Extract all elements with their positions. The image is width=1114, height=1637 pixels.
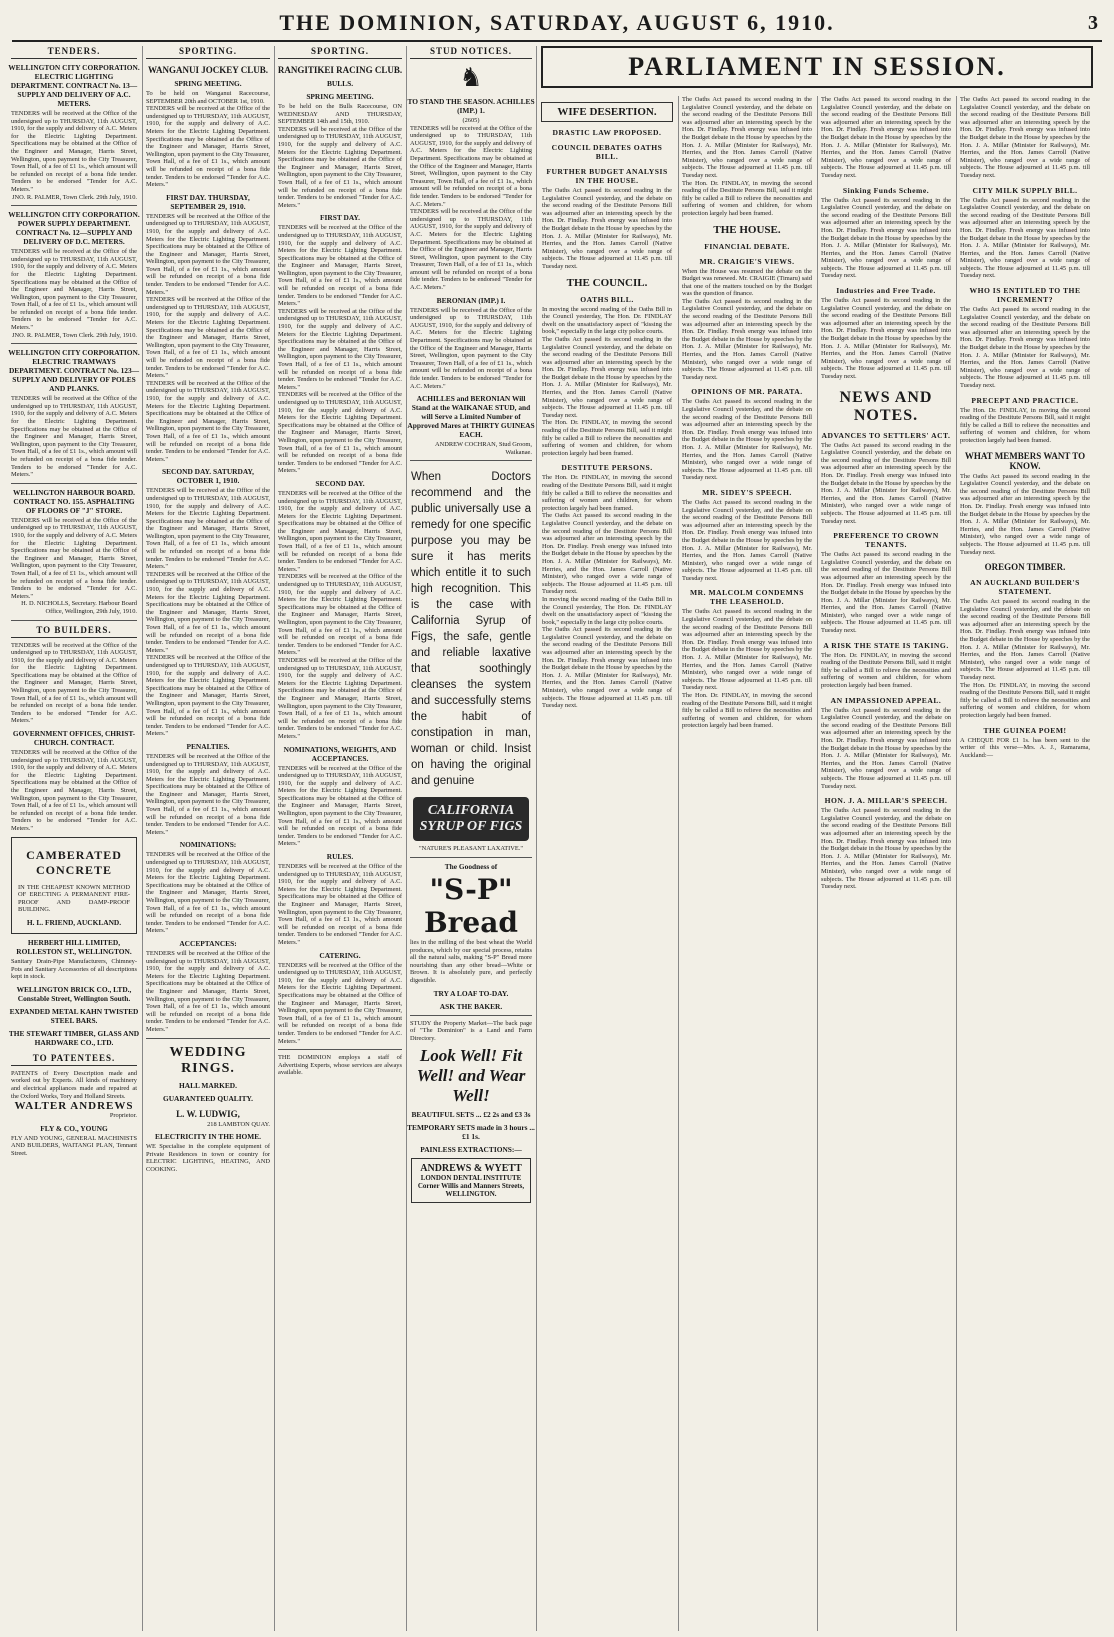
wanganui-dates: To be held on Wanganui Racecourse, SEPTEMBER 20th and OCTOBER 1st, 1910.: [146, 90, 270, 105]
city-milk-heading: CITY MILK SUPPLY BILL.: [972, 185, 1078, 195]
tenders-heading: TENDERS.: [11, 46, 137, 59]
rangitikei-location: BULLS.: [326, 79, 354, 88]
precept-body: The Hon. Dr. FINDLAY, in moving the second reading of the Destitute Persons Bill, said it might fitly be called a Bill to relieve the necessities and suffering of women and children, for whom protection largely had been framed.: [960, 406, 1090, 444]
bread-body: lies in the milling of the best wheat the World produces, which by our special process, retains all the natural salts, making "S-P" Bread more nourishing than any other bread—White or Brown. It is absolutely pure, and perfectly digestible.: [410, 938, 532, 984]
members-know-body: The Oaths Act passed its second reading in the Legislative Council yesterday, and the debate on the second reading of the Destitute Persons Bill was adjourned after an interesting speech by the Hon. Dr. Findlay. Fresh energy was infused into the Budget debate in the House by speeches by the Hon. J. A. Millar (Minister for Railways), Mr. Herries, and the Hon. James Carroll (Native Minister), who ranged over a wide range of subjects. The House adjourned at 11.45 p.m. till Tuesday next.: [960, 472, 1090, 556]
stallion-body-2: TENDERS will be received at the Office of the undersigned up to THURSDAY, 11th AUGUST, 1910, for the supply and delivery of A.C. Meters for the Electric Lighting Department. Specifications may be obtained at the Office of the Engineer and Manager, Harris Street, Wellington, upon payment to the City Treasurer, Town Hall, of a fee of £1 1s., which amount will be refunded on receipt of a bona fide tender. Tenders to be endorsed "Tender for A.C. Meters.": [410, 208, 532, 292]
news-cont-1: The Oaths Act passed its second reading in the Legislative Council yesterday, and the debate on the second reading of the Destitute Persons Bill was adjourned after an interesting speech by the Hon. Dr. Findlay. Fresh energy was infused into the Budget debate in the House by speeches by the Hon. J. A. Millar (Minister for Railways), Mr. Herries, and the Hon. James Carroll (Native Minister), who ranged over a wide range of subjects. The House adjourned at 11.45 p.m. till Tuesday next.: [960, 96, 1090, 179]
sporting-column-2: [274, 46, 405, 1631]
wanganui-body-6: TENDERS will be received at the Office of the undersigned up to THURSDAY, 11th AUGUST, 1910, for the supply and delivery of A.C. Meters for the Electric Lighting Department. Specifications may be obtained at the Office of the Engineer and Manager, Harris Street, Wellington, upon payment to the City Treasurer, Town Hall, of a fee of £1 1s., which amount will be refunded on receipt of a bona fide tender. Tenders to be endorsed "Tender for A.C. Meters.": [146, 570, 270, 654]
sporting-column-1: [142, 46, 273, 1631]
tender-2-sign: JNO. R. PALMER, Town Clerk. 29th July, 1910.: [11, 331, 137, 339]
beronian-title: BERONIAN (IMP.) I.: [436, 295, 506, 305]
millar-body: The Oaths Act passed its second reading in the Legislative Council yesterday, and the debate on the second reading of the Destitute Persons Bill was adjourned after an interesting speech by the Hon. Dr. Findlay. Fresh energy was infused into the Budget debate in the House by speeches by the Hon. J. A. Millar (Minister for Railways), Mr. Herries, and the Hon. James Carroll (Native Minister), who ranged over a wide range of subjects. The House adjourned at 11.45 p.m. till Tuesday next.: [821, 807, 951, 891]
precept-heading: PRECEPT AND PRACTICE.: [971, 395, 1079, 405]
divider: [410, 857, 532, 858]
stud-fee: ACHILLES and BERONIAN Will Stand at the WAIKANAE STUD, and will Serve a Limited Number of Approved Mares at THIRTY GUINEAS EACH.: [407, 394, 535, 440]
guinea-poem-body: A CHEQUE FOR £1 1s. has been sent to the writer of this verse—Mrs. A. J., Ramarama, Auckland:—: [960, 736, 1090, 759]
wanganui-meeting: SPRING MEETING.: [174, 79, 242, 88]
budget-analysis-headline: FURTHER BUDGET ANALYSIS IN THE HOUSE.: [546, 167, 668, 185]
wanganui-body-4: TENDERS will be received at the Office of the undersigned up to THURSDAY, 11th AUGUST, 1910, for the supply and delivery of A.C. Meters for the Electric Lighting Department. Specifications may be obtained at the Office of the Engineer and Manager, Harris Street, Wellington, upon payment to the City Treasurer, Town Hall, of a fee of £1 1s., which amount will be refunded on receipt of a bona fide tender. Tenders to be endorsed "Tender for A.C. Meters.": [146, 379, 270, 463]
members-know-heading: WHAT MEMBERS WANT TO KNOW.: [964, 450, 1086, 471]
oaths-bill-heading: OATHS BILL.: [580, 294, 634, 304]
wedding-rings-title: WEDDING RINGS.: [169, 1044, 247, 1076]
guaranteed-quality: GUARANTEED QUALITY.: [162, 1093, 254, 1103]
electricity-body: WE Specialise in the complete equipment of Private Residences in town or country for ELECTRIC LIGHTING, HEATING, AND COOKING.: [146, 1143, 270, 1173]
divider: [11, 343, 137, 344]
wanganui-club: WANGANUI JOCKEY CLUB.: [148, 65, 268, 75]
walter-andrews-role: Proprietor.: [109, 1112, 137, 1120]
oaths-bill-body-2: The Oaths Act passed its second reading in the Legislative Council yesterday, and the debate on the second reading of the Destitute Persons Bill was adjourned after an interesting speech by the Hon. Dr. Findlay. Fresh energy was infused into the Budget debate in the House by speeches by the Hon. J. A. Millar (Minister for Railways), Mr. Herries, and the Hon. James Carroll (Native Minister), who ranged over a wide range of subjects. The House adjourned at 11.45 p.m. till Tuesday next.: [542, 335, 672, 419]
tender-2-body: TENDERS will be received at the Office of the undersigned up to THURSDAY, 11th AUGUST, 1910, for the supply and delivery of A.C. Meters for the Electric Lighting Department. Specifications may be obtained at the Office of the Engineer and Manager, Harris Street, Wellington, upon payment to the City Treasurer, Town Hall, of a fee of £1 1s., which amount will be refunded on receipt of a bona fide tender. Tenders to be endorsed "Tender for A.C. Meters.": [11, 248, 137, 332]
divider: [410, 460, 532, 461]
guinea-poem-heading: THE GUINEA POEM!: [983, 725, 1067, 735]
wanganui-body-2: TENDERS will be received at the Office of the undersigned up to THURSDAY, 11th AUGUST, 1910, for the supply and delivery of A.C. Meters for the Electric Lighting Department. Specifications may be obtained at the Office of the Engineer and Manager, Harris Street, Wellington, upon payment to the City Treasurer, Town Hall, of a fee of £1 1s., which amount will be refunded on receipt of a bona fide tender. Tenders to be endorsed "Tender for A.C. Meters.": [146, 212, 270, 296]
parata-body: The Oaths Act passed its second reading in the Legislative Council yesterday, and the debate on the second reading of the Destitute Persons Bill was adjourned after an interesting speech by the Hon. Dr. Findlay. Fresh energy was infused into the Budget debate in the House by speeches by the Hon. J. A. Millar (Minister for Railways), Mr. Herries, and the Hon. James Carroll (Native Minister), who ranged over a wide range of subjects. The House adjourned at 11.45 p.m. till Tuesday next.: [682, 398, 812, 482]
wanganui-body-3: TENDERS will be received at the Office of the undersigned up to THURSDAY, 11th AUGUST, 1910, for the supply and delivery of A.C. Meters for the Electric Lighting Department. Specifications may be obtained at the Office of the Engineer and Manager, Harris Street, Wellington, upon payment to the City Treasurer, Town Hall, of a fee of £1 1s., which amount will be refunded on receipt of a bona fide tender. Tenders to be endorsed "Tender for A.C. Meters.": [146, 296, 270, 380]
beronian-body: TENDERS will be received at the Office of the undersigned up to THURSDAY, 11th AUGUST, 1910, for the supply and delivery of A.C. Meters for the Electric Lighting Department. Specifications may be obtained at the Office of the Engineer and Manager, Harris Street, Wellington, upon payment to the City Treasurer, Town Hall, of a fee of £1 1s., which amount will be refunded on receipt of a bona fide tender. Tenders to be endorsed "Tender for A.C. Meters.": [410, 306, 532, 390]
drastic-law-headline: DRASTIC LAW PROPOSED.: [552, 128, 662, 137]
advances-heading: ADVANCES TO SETTLERS' ACT.: [821, 430, 951, 440]
oaths-bill-body-3: The Hon. Dr. FINDLAY, in moving the second reading of the Destitute Persons Bill, said it might fitly be called a Bill to relieve the necessities and suffering of women and children, for whom protection largely had been framed.: [542, 419, 672, 457]
page-number: 3: [1088, 12, 1098, 34]
wanganui-body-1: TENDERS will be received at the Office of the undersigned up to THURSDAY, 11th AUGUST, 1910, for the supply and delivery of A.C. Meters for the Electric Lighting Department. Specifications may be obtained at the Office of the Engineer and Manager, Harris Street, Wellington, upon payment to the City Treasurer, Town Hall, of a fee of £1 1s., which amount will be refunded on receipt of a bona fide tender. Tenders to be endorsed "Tender for A.C. Meters.": [146, 105, 270, 189]
bread-try: TRY A LOAF TO-DAY.: [433, 988, 509, 998]
divider: [278, 1049, 402, 1050]
divider: [11, 205, 137, 206]
financial-debate-heading: FINANCIAL DEBATE.: [704, 241, 790, 251]
dental-painless: PAINLESS EXTRACTIONS:—: [420, 1145, 522, 1155]
steel-bars-title: EXPANDED METAL KAHN TWISTED STEEL BARS.: [9, 1006, 139, 1025]
rangitikei-dates: To be held on the Bulls Racecourse, ON WEDNESDAY AND THURSDAY, SEPTEMBER 14th and 15th, 1910.: [278, 103, 402, 126]
builders-heading: TO BUILDERS.: [11, 625, 137, 638]
council-debates-headline: COUNCIL DEBATES OATHS BILL.: [551, 143, 663, 161]
rangitikei-body-9: TENDERS will be received at the Office of the undersigned up to THURSDAY, 11th AUGUST, 1910, for the supply and delivery of A.C. Meters for the Electric Lighting Department. Specifications may be obtained at the Office of the Engineer and Manager, Harris Street, Wellington, upon payment to the City Treasurer, Town Hall, of a fee of £1 1s., which amount will be refunded on receipt of a bona fide tender. Tenders to be endorsed "Tender for A.C. Meters.": [278, 863, 402, 946]
destitute-persons-body: The Hon. Dr. FINDLAY, in moving the second reading of the Destitute Persons Bill, said it might fitly be called a Bill to relieve the necessities and suffering of women and children, for whom protection largely had been framed.: [542, 474, 672, 512]
stud-heading: STUD NOTICES.: [410, 46, 532, 59]
brick-co-title: WELLINGTON BRICK CO., LTD., Constable Street, Wellington South.: [16, 984, 132, 1003]
syrup-tagline: "NATURE'S PLEASANT LAXATIVE.": [418, 845, 524, 853]
patentees-body: PATENTS of Every Description made and worked out by Experts. All kinds of machinery and electrical appliances made and repaired at the Oxford Works, Tory and Holland Streets.: [11, 1069, 137, 1100]
craigie-body: When the House was resumed the debate on the Budget was renewed. Mr. CRAIGIE (Timaru) said that one of the matters touched on by the Budget was the question of finance.: [682, 267, 812, 298]
masthead-title: THE DOMINION, SATURDAY, AUGUST 6, 1910.: [279, 10, 835, 35]
increment-body: The Oaths Act passed its second reading in the Legislative Council yesterday, and the debate on the second reading of the Destitute Persons Bill was adjourned after an interesting speech by the Hon. Dr. Findlay. Fresh energy was infused into the Budget debate in the House by speeches by the Hon. J. A. Millar (Minister for Railways), Mr. Herries, and the Hon. James Carroll (Native Minister), who ranged over a wide range of subjects. The House adjourned at 11.45 p.m. till Tuesday next.: [960, 306, 1090, 389]
govt-offices-body: TENDERS will be received at the Office of the undersigned up to THURSDAY, 11th AUGUST, 1910, for the supply and delivery of A.C. Meters for the Electric Lighting Department. Specifications may be obtained at the Office of the Engineer and Manager, Harris Street, Wellington, upon payment to the City Treasurer, Town Hall, of a fee of £1 1s., which amount will be refunded on receipt of a bona fide tender. Tenders to be endorsed "Tender for A.C. Meters.": [11, 749, 137, 832]
stallion-sub: (2605): [462, 117, 480, 124]
industries-body: The Oaths Act passed its second reading in the Legislative Council yesterday, and the debate on the second reading of the Destitute Persons Bill was adjourned after an interesting speech by the Hon. Dr. Findlay. Fresh energy was infused into the Budget debate in the House by speeches by the Hon. J. A. Millar (Minister for Railways), Mr. Herries, and the Hon. James Carroll (Native Minister), who ranged over a wide range of subjects. The House adjourned at 11.45 p.m. till Tuesday next.: [821, 297, 951, 380]
hall-marked: HALL MARKED.: [179, 1080, 237, 1090]
bread-ask: ASK THE BAKER.: [439, 1001, 503, 1011]
malcolm-body-2: The Hon. Dr. FINDLAY, in moving the second reading of the Destitute Persons Bill, said it might fitly be called a Bill to relieve the necessities and suffering of women and children, for whom protection largely had been framed.: [682, 692, 812, 730]
syrup-of-figs-logo: CALIFORNIA SYRUP OF FIGS: [413, 797, 529, 841]
look-well-headline: Look Well! Fit Well! and Wear Well!: [416, 1046, 526, 1106]
parliament-col-4: [956, 96, 1093, 1631]
electricity-title: ELECTRICITY IN THE HOME.: [155, 1132, 261, 1142]
sporting-heading-2: SPORTING.: [278, 46, 402, 59]
the-house-heading: THE HOUSE.: [713, 223, 781, 236]
stewart-timber-title: THE STEWART TIMBER, GLASS AND HARDWARE CO., LTD.: [8, 1028, 140, 1047]
parliament-banner: PARLIAMENT IN SESSION.: [541, 46, 1093, 88]
divider: [146, 1038, 270, 1039]
divider: [11, 620, 137, 621]
tenders-column: [8, 46, 140, 1631]
andrews-wyett-address: Corner Willis and Manners Streets, WELLINGTON.: [417, 1182, 525, 1199]
tender-4-title: WELLINGTON HARBOUR BOARD. CONTRACT NO. 155. ASPHALTING OF FLOORS OF "J" STORE.: [12, 487, 136, 515]
masthead: [12, 4, 1102, 42]
wanganui-first-day: FIRST DAY. THURSDAY, SEPTEMBER 29, 1910.: [166, 192, 250, 211]
destitute-persons-body-4: The Oaths Act passed its second reading in the Legislative Council yesterday, and the debate on the second reading of the Destitute Persons Bill was adjourned after an interesting speech by the Hon. Dr. Findlay. Fresh energy was infused into the Budget debate in the House by speeches by the Hon. J. A. Millar (Minister for Railways), Mr. Herries, and the Hon. James Carroll (Native Minister), who ranged over a wide range of subjects. The House adjourned at 11.45 p.m. till Tuesday next.: [542, 626, 672, 710]
patentees-heading: TO PATENTEES.: [11, 1053, 137, 1066]
rangitikei-second-day: SECOND DAY.: [315, 478, 365, 488]
rangitikei-body-1: TENDERS will be received at the Office of the undersigned up to THURSDAY, 11th AUGUST, 1910, for the supply and delivery of A.C. Meters for the Electric Lighting Department. Specifications may be obtained at the Office of the Engineer and Manager, Harris Street, Wellington, upon payment to the City Treasurer, Town Hall, of a fee of £1 1s., which amount will be refunded on receipt of a bona fide tender. Tenders to be endorsed "Tender for A.C. Meters.": [278, 125, 402, 209]
millar-heading: HON. J. A. MILLAR'S SPEECH.: [824, 796, 948, 806]
rangitikei-body-8: TENDERS will be received at the Office of the undersigned up to THURSDAY, 11th AUGUST, 1910, for the supply and delivery of A.C. Meters for the Electric Lighting Department. Specifications may be obtained at the Office of the Engineer and Manager, Harris Street, Wellington, upon payment to the City Treasurer, Town Hall, of a fee of £1 1s., which amount will be refunded on receipt of a bona fide tender. Tenders to be endorsed "Tender for A.C. Meters.": [278, 764, 402, 848]
sporting-heading-1: SPORTING.: [146, 46, 270, 59]
parliament-col-3: [817, 96, 954, 1631]
parliament-section: [536, 46, 1097, 1631]
stud-contact: ANDREW COCHRAN, Stud Groom, Waikanae.: [435, 441, 532, 456]
oregon-body: The Oaths Act passed its second reading in the Legislative Council yesterday, and the debate on the second reading of the Destitute Persons Bill was adjourned after an interesting speech by the Hon. Dr. Findlay. Fresh energy was infused into the Budget debate in the House by speeches by the Hon. J. A. Millar (Minister for Railways), Mr. Herries, and the Hon. James Carroll (Native Minister), who ranged over a wide range of subjects. The House adjourned at 11.45 p.m. till Tuesday next.: [960, 598, 1090, 682]
sidey-body: The Oaths Act passed its second reading in the Legislative Council yesterday, and the debate on the second reading of the Destitute Persons Bill was adjourned after an interesting speech by the Hon. Dr. Findlay. Fresh energy was infused into the Budget debate in the House by speeches by the Hon. J. A. Millar (Minister for Railways), Mr. Herries, and the Hon. James Carroll (Native Minister), who ranged over a wide range of subjects. The House adjourned at 11.45 p.m. till Tuesday next.: [682, 498, 812, 582]
wanganui-body-10: TENDERS will be received at the Office of the undersigned up to THURSDAY, 11th AUGUST, 1910, for the supply and delivery of A.C. Meters for the Electric Lighting Department. Specifications may be obtained at the Office of the Engineer and Manager, Harris Street, Wellington, upon payment to the City Treasurer, Town Hall, of a fee of £1 1s., which amount will be refunded on receipt of a bona fide tender. Tenders to be endorsed "Tender for A.C. Meters.": [146, 949, 270, 1033]
rangitikei-club: RANGITIKEI RACING CLUB.: [277, 65, 403, 75]
divider: [410, 1015, 532, 1016]
the-council-heading: THE COUNCIL.: [566, 276, 648, 289]
doctors-ad: When Doctors recommend and the public universally use a remedy for one specific purpose you may be sure it has merits which entitle it to such high recognition. This is the case with California Syrup of Figs, the safe, gentle and reliable laxative that soothingly cleanses the system and successfully stems the habit of constipation in man, woman or child. Insist on having the original and genuine: [411, 471, 531, 788]
wanganui-body-5: TENDERS will be received at the Office of the undersigned up to THURSDAY, 11th AUGUST, 1910, for the supply and delivery of A.C. Meters for the Electric Lighting Department. Specifications may be obtained at the Office of the Engineer and Manager, Harris Street, Wellington, upon payment to the City Treasurer, Town Hall, of a fee of £1 1s., which amount will be refunded on receipt of a bona fide tender. Tenders to be endorsed "Tender for A.C. Meters.": [146, 487, 270, 571]
oregon-body-2: The Hon. Dr. FINDLAY, in moving the second reading of the Destitute Persons Bill, said it might fitly be called a Bill to relieve the necessities and suffering of women and children, for whom protection largely had been framed.: [960, 681, 1090, 719]
dental-temporary: TEMPORARY SETS made in 3 hours ... £1 1s.: [407, 1123, 535, 1142]
parliament-intro: The Oaths Act passed its second reading in the Legislative Council yesterday, and the debate on the second reading of the Destitute Persons Bill was adjourned after an interesting speech by the Hon. Dr. Findlay. Fresh energy was infused into the Budget debate in the House by speeches by the Hon. J. A. Millar (Minister for Railways), Mr. Herries, and the Hon. James Carroll (Native Minister), who ranged over a wide range of subjects. The House adjourned at 11.45 p.m. till Tuesday next.: [542, 187, 672, 270]
council-cont-2: The Hon. Dr. FINDLAY, in moving the second reading of the Destitute Persons Bill, said it might fitly be called a Bill to relieve the necessities and suffering of women and children, for whom protection largely had been framed.: [682, 179, 812, 217]
stallion-body-1: TENDERS will be received at the Office of the undersigned up to THURSDAY, 11th AUGUST, 1910, for the supply and delivery of A.C. Meters for the Electric Lighting Department. Specifications may be obtained at the Office of the Engineer and Manager, Harris Street, Wellington, upon payment to the City Treasurer, Town Hall, of a fee of £1 1s., which amount will be refunded on receipt of a bona fide tender. Tenders to be endorsed "Tender for A.C. Meters.": [410, 124, 532, 208]
oaths-bill-body: In moving the second reading of the Oaths Bill in the Council yesterday, The Hon. Dr. FINDLAY dwelt on the unsatisfactory aspect of "kissing the book," especially in the large city police courts.: [542, 305, 672, 336]
wanganui-second-day: SECOND DAY. SATURDAY, OCTOBER 1, 1910.: [162, 467, 254, 486]
malcolm-heading: MR. MALCOLM CONDEMNS THE LEASEHOLD.: [690, 588, 804, 607]
sidey-heading: MR. SIDEY'S SPEECH.: [702, 487, 792, 497]
andrews-wyett-sub: LONDON DENTAL INSTITUTE: [420, 1174, 522, 1183]
concrete-contact: H. L. FRIEND, AUCKLAND.: [26, 917, 122, 927]
wanganui-acceptances: ACCEPTANCES:: [179, 938, 237, 948]
tender-1-title: WELLINGTON CITY CORPORATION. ELECTRIC LIGHTING DEPARTMENT. CONTRACT No. 13—SUPPLY AND DELIVERY OF A.C. METERS.: [8, 63, 140, 108]
andrews-wyett-ad: [411, 1158, 531, 1203]
wanganui-body-7: TENDERS will be received at the Office of the undersigned up to THURSDAY, 11th AUGUST, 1910, for the supply and delivery of A.C. Meters for the Electric Lighting Department. Specifications may be obtained at the Office of the Engineer and Manager, Harris Street, Wellington, upon payment to the City Treasurer, Town Hall, of a fee of £1 1s., which amount will be refunded on receipt of a bona fide tender. Tenders to be endorsed "Tender for A.C. Meters.": [146, 654, 270, 738]
andrews-wyett-name: ANDREWS & WYETT: [420, 1163, 522, 1175]
house-cont-1: The Oaths Act passed its second reading in the Legislative Council yesterday, and the debate on the second reading of the Destitute Persons Bill was adjourned after an interesting speech by the Hon. Dr. Findlay. Fresh energy was infused into the Budget debate in the House by speeches by the Hon. J. A. Millar (Minister for Railways), Mr. Herries, and the Hon. James Carroll (Native Minister), who ranged over a wide range of subjects. The House adjourned at 11.45 p.m. till Tuesday next.: [821, 96, 951, 179]
builders-body: TENDERS will be received at the Office of the undersigned up to THURSDAY, 11th AUGUST, 1910, for the supply and delivery of A.C. Meters for the Electric Lighting Department. Specifications may be obtained at the Office of the Engineer and Manager, Harris Street, Wellington, upon payment to the City Treasurer, Town Hall, of a fee of £1 1s., which amount will be refunded on receipt of a bona fide tender. Tenders to be endorsed "Tender for A.C. Meters.": [11, 641, 137, 725]
sinking-funds-heading: Sinking Funds Scheme.: [842, 185, 930, 195]
fly-young-title: FLY & CO., YOUNG: [40, 1123, 108, 1133]
parliament-col-2: [678, 96, 815, 1631]
rangitikei-body-4: TENDERS will be received at the Office of the undersigned up to THURSDAY, 11th AUGUST, 1910, for the supply and delivery of A.C. Meters for the Electric Lighting Department. Specifications may be obtained at the Office of the Engineer and Manager, Harris Street, Wellington, upon payment to the City Treasurer, Town Hall, of a fee of £1 1s., which amount will be refunded on receipt of a bona fide tender. Tenders to be endorsed "Tender for A.C. Meters.": [278, 391, 402, 475]
rangitikei-body-6: TENDERS will be received at the Office of the undersigned up to THURSDAY, 11th AUGUST, 1910, for the supply and delivery of A.C. Meters for the Electric Lighting Department. Specifications may be obtained at the Office of the Engineer and Manager, Harris Street, Wellington, upon payment to the City Treasurer, Town Hall, of a fee of £1 1s., which amount will be refunded on receipt of a bona fide tender. Tenders to be endorsed "Tender for A.C. Meters.": [278, 573, 402, 657]
wanganui-body-9: TENDERS will be received at the Office of the undersigned up to THURSDAY, 11th AUGUST, 1910, for the supply and delivery of A.C. Meters for the Electric Lighting Department. Specifications may be obtained at the Office of the Engineer and Manager, Harris Street, Wellington, upon payment to the City Treasurer, Town Hall, of a fee of £1 1s., which amount will be refunded on receipt of a bona fide tender. Tenders to be endorsed "Tender for A.C. Meters.": [146, 851, 270, 935]
destitute-persons-body-2: The Oaths Act passed its second reading in the Legislative Council yesterday, and the debate on the second reading of the Destitute Persons Bill was adjourned after an interesting speech by the Hon. Dr. Findlay. Fresh energy was infused into the Budget debate in the House by speeches by the Hon. J. A. Millar (Minister for Railways), Mr. Herries, and the Hon. James Carroll (Native Minister), who ranged over a wide range of subjects. The House adjourned at 11.45 p.m. till Tuesday next.: [542, 512, 672, 596]
stud-column: [406, 46, 535, 1631]
rangitikei-first-day: FIRST DAY.: [320, 213, 360, 223]
risk-heading: A RISK THE STATE IS TAKING.: [823, 640, 949, 650]
oregon-heading: OREGON TIMBER.: [984, 562, 1066, 573]
tender-4-sign: H. D. NICHOLLS, Secretary. Harbour Board Office, Wellington, 29th July, 1910.: [21, 600, 137, 615]
tender-2-title: WELLINGTON CITY CORPORATION. POWER SUPPLY DEPARTMENT. CONTRACT No. 12—SUPPLY AND DELIVERY OF D.C. METERS.: [8, 210, 140, 247]
horse-icon: ♞: [459, 63, 483, 92]
rangitikei-body-10: TENDERS will be received at the Office of the undersigned up to THURSDAY, 11th AUGUST, 1910, for the supply and delivery of A.C. Meters for the Electric Lighting Department. Specifications may be obtained at the Office of the Engineer and Manager, Harris Street, Wellington, upon payment to the City Treasurer, Town Hall, of a fee of £1 1s., which amount will be refunded on receipt of a bona fide tender. Tenders to be endorsed "Tender for A.C. Meters.": [278, 961, 402, 1045]
destitute-persons-body-3: In moving the second reading of the Oaths Bill in the Council yesterday, The Hon. Dr. FINDLAY dwelt on the unsatisfactory aspect of "kissing the book," especially in the large city police courts.: [542, 595, 672, 626]
news-notes-heading: NEWS AND NOTES.: [839, 388, 933, 424]
risk-body: The Hon. Dr. FINDLAY, in moving the second reading of the Destitute Persons Bill, said it might fitly be called a Bill to relieve the necessities and suffering of women and children, for whom protection largely had been framed.: [821, 651, 951, 690]
tender-1-sign: JNO. R. PALMER, Town Clerk. 29th July, 1910.: [11, 193, 137, 201]
tender-3-body: TENDERS will be received at the Office of the undersigned up to THURSDAY, 11th AUGUST, 1910, for the supply and delivery of A.C. Meters for the Electric Lighting Department. Specifications may be obtained at the Office of the Engineer and Manager, Harris Street, Wellington, upon payment to the City Treasurer, Town Hall, of a fee of £1 1s., which amount will be refunded on receipt of a bona fide tender. Tenders to be endorsed "Tender for A.C. Meters.": [11, 395, 137, 479]
dental-price: BEAUTIFUL SETS ... £2 2s and £3 3s: [411, 1110, 531, 1120]
tender-1-body: TENDERS will be received at the Office of the undersigned up to THURSDAY, 11th AUGUST, 1910, for the supply and delivery of A.C. Meters for the Electric Lighting Department. Specifications may be obtained at the Office of the Engineer and Manager, Harris Street, Wellington, upon payment to the City Treasurer, Town Hall, of a fee of £1 1s., which amount will be refunded on receipt of a bona fide tender. Tenders to be endorsed "Tender for A.C. Meters.": [11, 110, 137, 193]
study-property-ad: STUDY the Property Market—The back page of "The Dominion" is a Land and Farm Directory.: [410, 1019, 532, 1042]
wanganui-nominations: NOMINATIONS:: [179, 840, 237, 850]
wife-desertion-headline: WIFE DESERTION.: [541, 102, 673, 122]
industries-heading: Industries and Free Trade.: [836, 286, 936, 296]
stallion-title: TO STAND THE SEASON. ACHILLES (IMP.) 1.: [407, 97, 535, 115]
wanganui-body-8: TENDERS will be received at the Office of the undersigned up to THURSDAY, 11th AUGUST, 1910, for the supply and delivery of A.C. Meters for the Electric Lighting Department. Specifications may be obtained at the Office of the Engineer and Manager, Harris Street, Wellington, upon payment to the City Treasurer, Town Hall, of a fee of £1 1s., which amount will be refunded on receipt of a bona fide tender. Tenders to be endorsed "Tender for A.C. Meters.": [146, 752, 270, 836]
malcolm-body: The Oaths Act passed its second reading in the Legislative Council yesterday, and the debate on the second reading of the Destitute Persons Bill was adjourned after an interesting speech by the Hon. Dr. Findlay. Fresh energy was infused into the Budget debate in the House by speeches by the Hon. J. A. Millar (Minister for Railways), Mr. Herries, and the Hon. James Carroll (Native Minister), who ranged over a wide range of subjects. The House adjourned at 11.45 p.m. till Tuesday next.: [682, 608, 812, 692]
tender-4-body: TENDERS will be received at the Office of the undersigned up to THURSDAY, 11th AUGUST, 1910, for the supply and delivery of A.C. Meters for the Electric Lighting Department. Specifications may be obtained at the Office of the Engineer and Manager, Harris Street, Wellington, upon payment to the City Treasurer, Town Hall, of a fee of £1 1s., which amount will be refunded on receipt of a bona fide tender. Tenders to be endorsed "Tender for A.C. Meters.": [11, 516, 137, 600]
concrete-ad: [11, 837, 137, 934]
oregon-subheading: AN AUCKLAND BUILDER'S STATEMENT.: [970, 578, 1080, 597]
craigie-heading: MR. CRAIGIE'S VIEWS.: [699, 256, 795, 266]
parliament-col-1: [539, 96, 675, 1631]
ludwig-name: L. W. LUDWIG,: [176, 1108, 240, 1119]
govt-offices-title: GOVERNMENT OFFICES, CHRIST-CHURCH. CONTRACT.: [12, 729, 136, 748]
dominion-advertising: THE DOMINION employs a staff of Advertising Experts, whose services are always available.: [278, 1054, 402, 1077]
rangitikei-meeting: SPRING MEETING.: [306, 92, 374, 101]
impassioned-heading: AN IMPASSIONED APPEAL.: [830, 695, 942, 705]
rangitikei-nominations: NOMINATIONS, WEIGHTS, AND ACCEPTANCES.: [283, 744, 397, 763]
city-milk-body: The Oaths Act passed its second reading in the Legislative Council yesterday, and the debate on the second reading of the Destitute Persons Bill was adjourned after an interesting speech by the Hon. Dr. Findlay. Fresh energy was infused into the Budget debate in the House by speeches by the Hon. J. A. Millar (Minister for Railways), Mr. Herries, and the Hon. James Carroll (Native Minister), who ranged over a wide range of subjects. The House adjourned at 11.45 p.m. till Tuesday next.: [960, 196, 1090, 280]
council-cont-1: The Oaths Act passed its second reading in the Legislative Council yesterday, and the debate on the second reading of the Destitute Persons Bill was adjourned after an interesting speech by the Hon. Dr. Findlay. Fresh energy was infused into the Budget debate in the House by speeches by the Hon. J. A. Millar (Minister for Railways), Mr. Herries, and the Hon. James Carroll (Native Minister), who ranged over a wide range of subjects. The House adjourned at 11.45 p.m. till Tuesday next.: [682, 96, 812, 179]
parliament-columns: [537, 96, 1097, 1631]
concrete-title: CAMBERATED CONCRETE: [26, 847, 122, 877]
advances-body: The Oaths Act passed its second reading in the Legislative Council yesterday, and the debate on the second reading of the Destitute Persons Bill was adjourned after an interesting speech by the Hon. Dr. Findlay. Fresh energy was infused into the Budget debate in the House by speeches by the Hon. J. A. Millar (Minister for Railways), Mr. Herries, and the Hon. James Carroll (Native Minister), who ranged over a wide range of subjects. The House adjourned at 11.45 p.m. till Tuesday next.: [821, 441, 951, 525]
wanganui-penalties: PENALTIES.: [186, 741, 230, 751]
preference-heading: PREFERENCE TO CROWN TENANTS.: [833, 531, 939, 550]
walter-andrews-name: WALTER ANDREWS: [14, 1100, 134, 1113]
impassioned-body: The Oaths Act passed its second reading in the Legislative Council yesterday, and the debate on the second reading of the Destitute Persons Bill was adjourned after an interesting speech by the Hon. Dr. Findlay. Fresh energy was infused into the Budget debate in the House by speeches by the Hon. J. A. Millar (Minister for Railways), Mr. Herries, and the Hon. James Carroll (Native Minister), who ranged over a wide range of subjects. The House adjourned at 11.45 p.m. till Tuesday next.: [821, 706, 951, 790]
parata-heading: OPINIONS OF MR. PARATA.: [691, 387, 803, 397]
ludwig-address: 218 LAMBTON QUAY.: [207, 1120, 270, 1128]
rangitikei-body-7: TENDERS will be received at the Office of the undersigned up to THURSDAY, 11th AUGUST, 1910, for the supply and delivery of A.C. Meters for the Electric Lighting Department. Specifications may be obtained at the Office of the Engineer and Manager, Harris Street, Wellington, upon payment to the City Treasurer, Town Hall, of a fee of £1 1s., which amount will be refunded on receipt of a bona fide tender. Tenders to be endorsed "Tender for A.C. Meters.": [278, 656, 402, 740]
tender-3-title: WELLINGTON CITY CORPORATION. ELECTRIC TRAMWAYS DEPARTMENT. CONTRACT No. 123—SUPPLY AND DELIVERY OF POLES AND PLANKS.: [8, 348, 140, 394]
concrete-sub: IN THE CHEAPEST KNOWN METHOD OF ERECTING A PERMANENT FIRE-PROOF AND DAMP-PROOF BUILDING.: [18, 883, 130, 914]
rangitikei-body-2: TENDERS will be received at the Office of the undersigned up to THURSDAY, 11th AUGUST, 1910, for the supply and delivery of A.C. Meters for the Electric Lighting Department. Specifications may be obtained at the Office of the Engineer and Manager, Harris Street, Wellington, upon payment to the City Treasurer, Town Hall, of a fee of £1 1s., which amount will be refunded on receipt of a bona fide tender. Tenders to be endorsed "Tender for A.C. Meters.": [278, 224, 402, 308]
destitute-persons-heading: DESTITUTE PERSONS.: [561, 463, 653, 473]
bread-intro: The Goodness of: [444, 861, 498, 871]
herbert-hill-body: Sanitary Drain-Pipe Manufacturers, Chimney-Pots and Sanitary Accessories of all descriptions kept in stock.: [11, 957, 137, 981]
bread-brand: "S-P" Bread: [424, 872, 518, 939]
fly-young-body: FLY AND YOUNG, GENERAL MACHINISTS AND BUILDERS, WAITANGI PLAN, Tennant Street.: [11, 1134, 137, 1157]
divider: [11, 483, 137, 484]
preference-body: The Oaths Act passed its second reading in the Legislative Council yesterday, and the debate on the second reading of the Destitute Persons Bill was adjourned after an interesting speech by the Hon. Dr. Findlay. Fresh energy was infused into the Budget debate in the House by speeches by the Hon. J. A. Millar (Minister for Railways), Mr. Herries, and the Hon. James Carroll (Native Minister), who ranged over a wide range of subjects. The House adjourned at 11.45 p.m. till Tuesday next.: [821, 551, 951, 635]
craigie-body-2: The Oaths Act passed its second reading in the Legislative Council yesterday, and the debate on the second reading of the Destitute Persons Bill was adjourned after an interesting speech by the Hon. Dr. Findlay. Fresh energy was infused into the Budget debate in the House by speeches by the Hon. J. A. Millar (Minister for Railways), Mr. Herries, and the Hon. James Carroll (Native Minister), who ranged over a wide range of subjects. The House adjourned at 11.45 p.m. till Tuesday next.: [682, 297, 812, 381]
herbert-hill-title: HERBERT HILL LIMITED, ROLLESTON ST., WELLINGTON.: [16, 937, 132, 956]
rangitikei-body-5: TENDERS will be received at the Office of the undersigned up to THURSDAY, 11th AUGUST, 1910, for the supply and delivery of A.C. Meters for the Electric Lighting Department. Specifications may be obtained at the Office of the Engineer and Manager, Harris Street, Wellington, upon payment to the City Treasurer, Town Hall, of a fee of £1 1s., which amount will be refunded on receipt of a bona fide tender. Tenders to be endorsed "Tender for A.C. Meters.": [278, 489, 402, 573]
rangitikei-body-3: TENDERS will be received at the Office of the undersigned up to THURSDAY, 11th AUGUST, 1910, for the supply and delivery of A.C. Meters for the Electric Lighting Department. Specifications may be obtained at the Office of the Engineer and Manager, Harris Street, Wellington, upon payment to the City Treasurer, Town Hall, of a fee of £1 1s., which amount will be refunded on receipt of a bona fide tender. Tenders to be endorsed "Tender for A.C. Meters.": [278, 307, 402, 391]
sinking-funds-body: The Oaths Act passed its second reading in the Legislative Council yesterday, and the debate on the second reading of the Destitute Persons Bill was adjourned after an interesting speech by the Hon. Dr. Findlay. Fresh energy was infused into the Budget debate in the House by speeches by the Hon. J. A. Millar (Minister for Railways), Mr. Herries, and the Hon. James Carroll (Native Minister), who ranged over a wide range of subjects. The House adjourned at 11.45 p.m. till Tuesday next.: [821, 196, 951, 280]
rangitikei-rules: RULES.: [326, 852, 354, 862]
rangitikei-catering: CATERING.: [319, 950, 361, 960]
increment-heading: WHO IS ENTITLED TO THE INCREMENT?: [969, 286, 1081, 305]
